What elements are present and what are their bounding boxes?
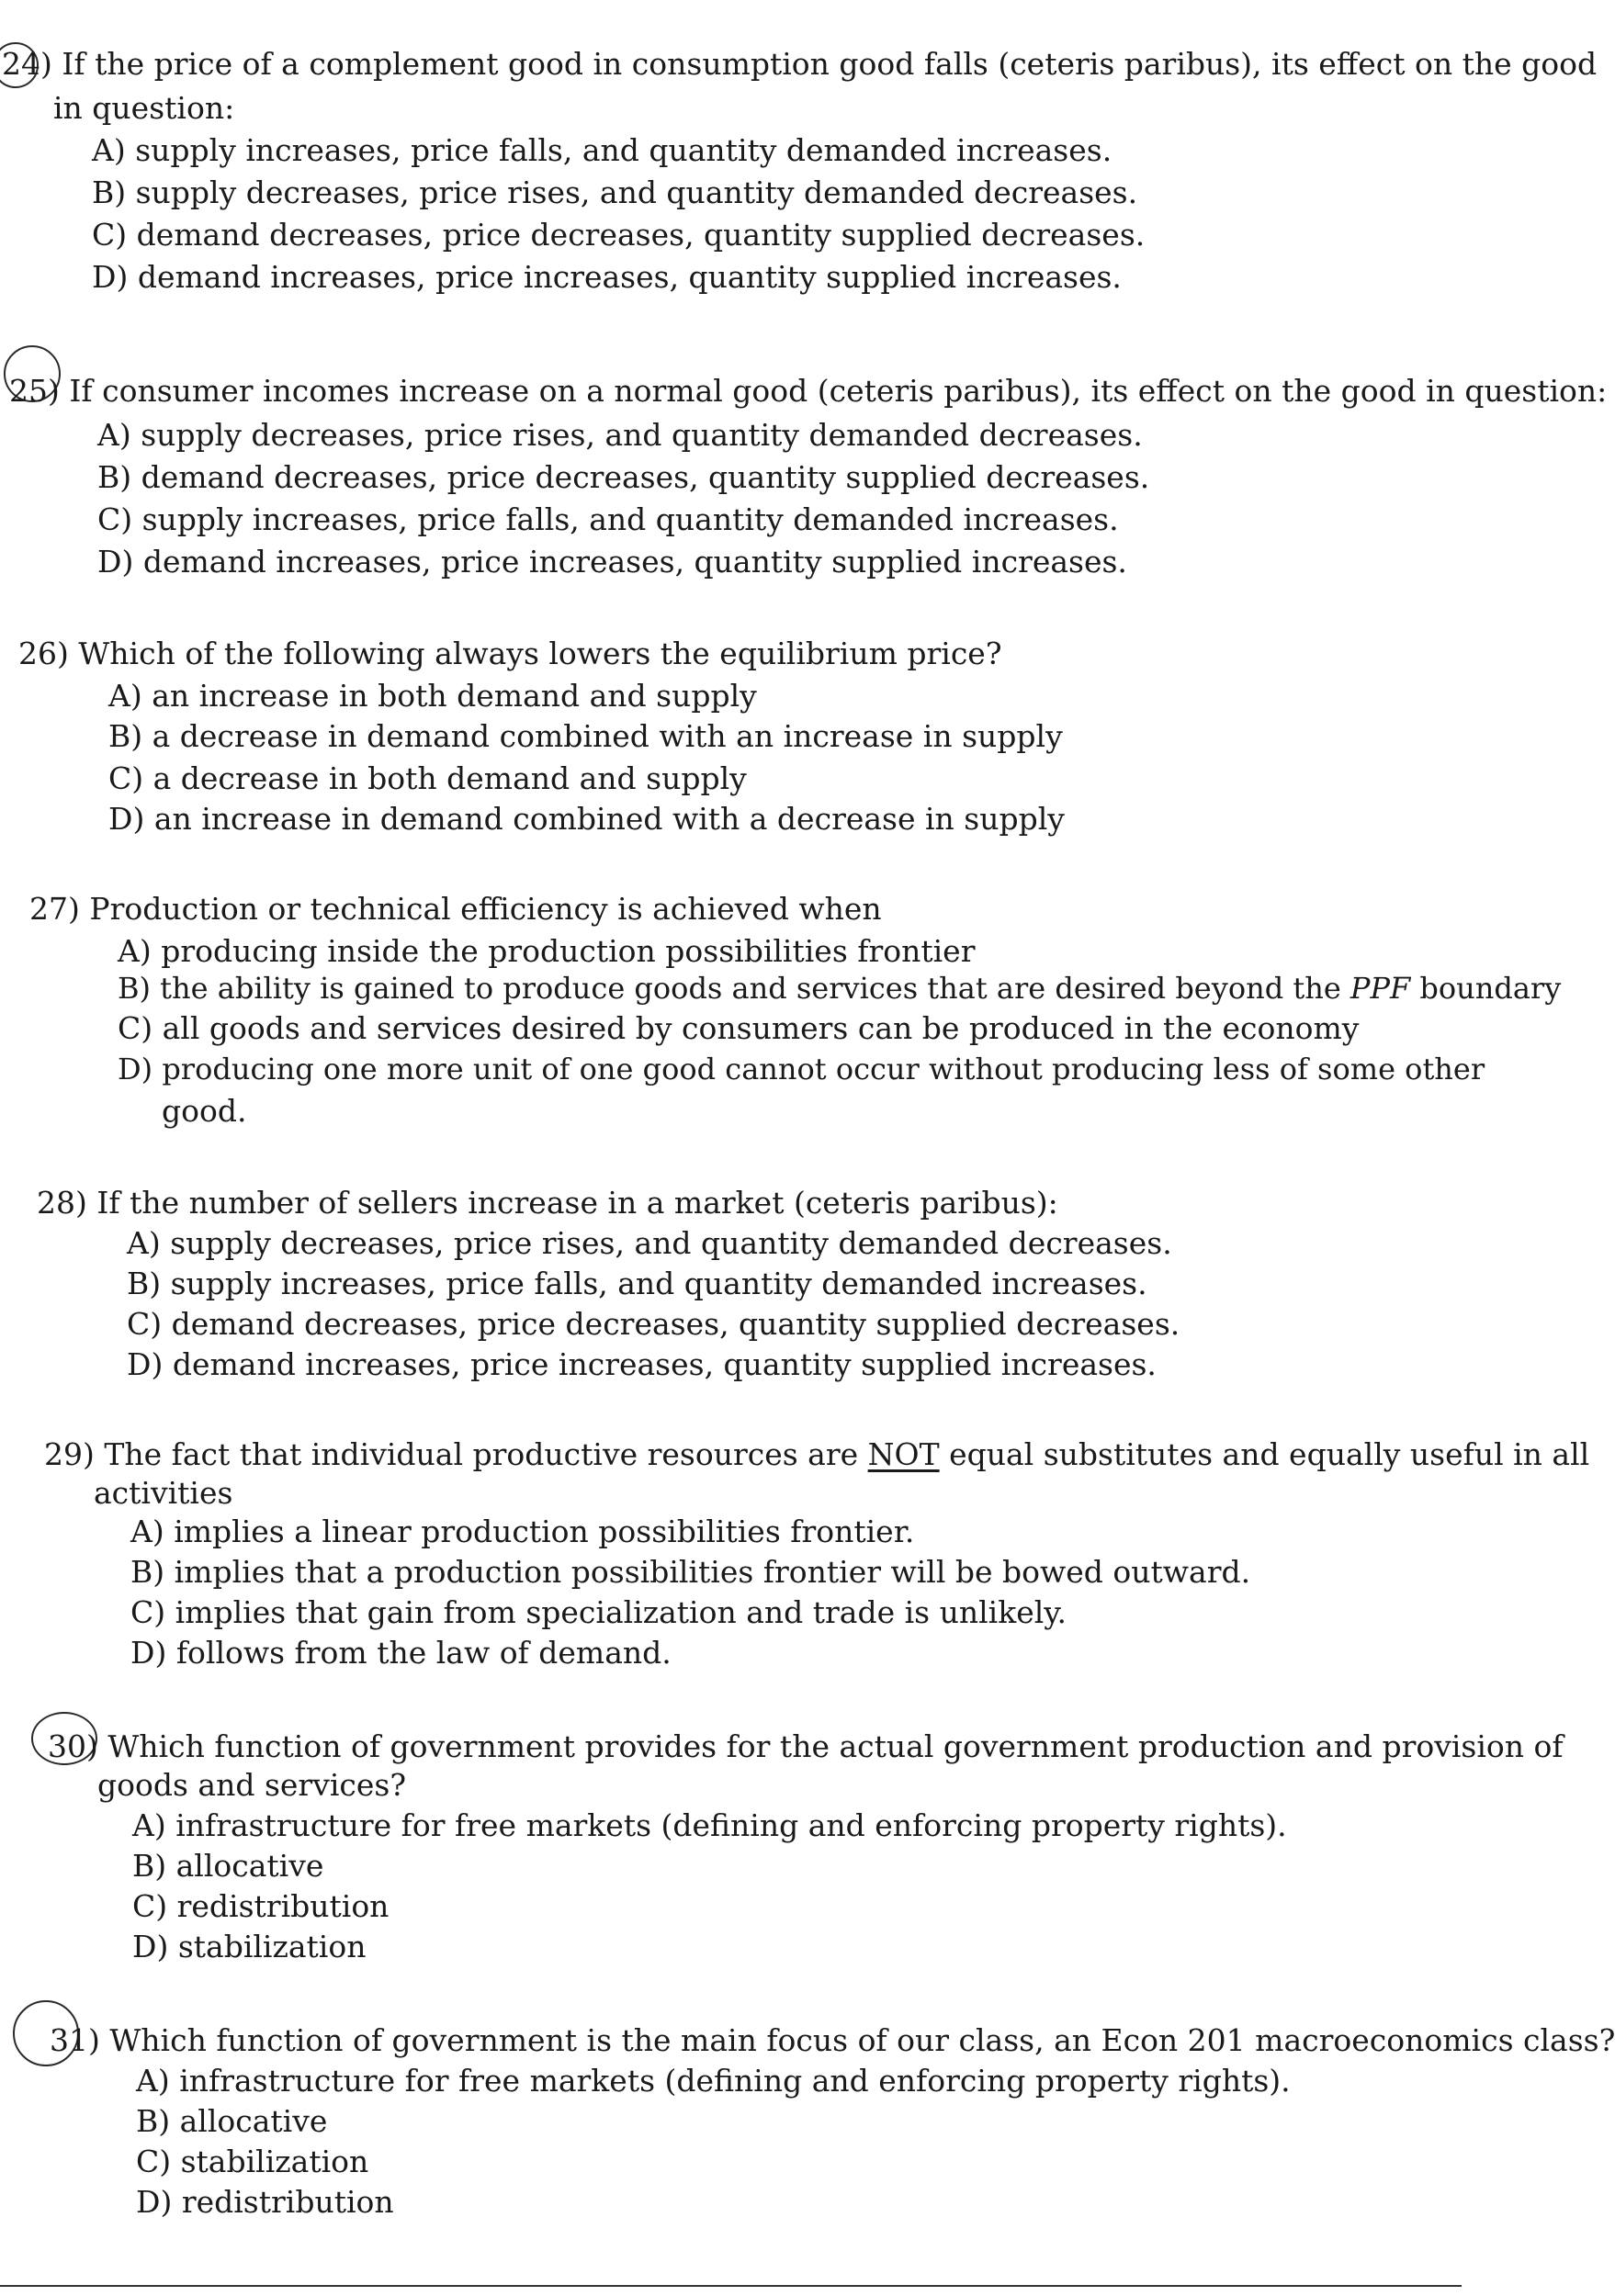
option-d: D) producing one more unit of one good cannot occur without producing less of some other <box>118 1052 1485 1086</box>
option-b: B) a decrease in demand combined with an increase in supply <box>108 718 1063 754</box>
option-b <box>118 968 1561 1008</box>
option-a: A) supply decreases, price rises, and quantity demanded decreases. <box>97 417 1143 453</box>
option-b: B) allocative <box>136 2103 328 2139</box>
question-number: 29) <box>44 1436 95 1472</box>
option-b: B) supply decreases, price rises, and quantity demanded decreases. <box>92 174 1138 210</box>
question-number: 27) <box>29 891 80 927</box>
question-text: Production or technical efficiency is achieved when <box>89 891 882 927</box>
question-stem-line2: activities <box>94 1475 233 1511</box>
option-c: C) redistribution <box>132 1888 390 1924</box>
option-a: A) supply decreases, price rises, and quantity demanded decreases. <box>127 1225 1172 1261</box>
option-a: A) implies a linear production possibilities frontier. <box>130 1514 915 1549</box>
question-number: 28) <box>37 1185 87 1221</box>
option-b-text: B) the ability is gained to produce goods and services that are desired beyond the <box>118 971 1341 1006</box>
question-text: The fact that individual productive resources are <box>104 1436 868 1472</box>
question-text: If consumer incomes increase on a normal good (ceteris paribus), its effect on the good in question: <box>69 373 1608 409</box>
option-a: A) infrastructure for free markets (defining and enforcing property rights). <box>136 2063 1291 2099</box>
option-b: B) supply increases, price falls, and quantity demanded increases. <box>127 1266 1147 1301</box>
option-b: B) demand decreases, price decreases, quantity supplied decreases. <box>97 459 1150 495</box>
option-d: D) demand increases, price increases, quantity supplied increases. <box>92 259 1122 295</box>
question-stem <box>9 371 1607 411</box>
question-stem <box>2 44 1597 84</box>
question-stem <box>48 1727 1564 1766</box>
option-c: C) a decrease in both demand and supply <box>108 760 747 796</box>
option-c: C) supply increases, price falls, and quantity demanded increases. <box>97 501 1119 537</box>
question-stem <box>18 634 1002 673</box>
option-a: A) infrastructure for free markets (defining and enforcing property rights). <box>132 1807 1287 1843</box>
question-number: 30) <box>48 1728 98 1764</box>
question-stem <box>29 889 882 929</box>
option-a: A) supply increases, price falls, and quantity demanded increases. <box>92 132 1112 168</box>
question-number: 31) <box>50 2022 100 2058</box>
question-text: Which of the following always lowers the equilibrium price? <box>78 636 1002 671</box>
ppf-term: PPF <box>1350 971 1411 1006</box>
option-c: C) all goods and services desired by consumers can be produced in the economy <box>118 1010 1360 1046</box>
question-stem-line2: in question: <box>53 90 235 126</box>
question-number: 26) <box>18 636 69 671</box>
option-d: D) redistribution <box>136 2184 394 2220</box>
option-d: D) demand increases, price increases, quantity supplied increases. <box>97 544 1127 580</box>
question-text-tail: equal substitutes and equally useful in all <box>939 1436 1590 1472</box>
page-bottom-rule <box>0 2285 1462 2287</box>
option-d: D) stabilization <box>132 1929 367 1964</box>
question-stem <box>44 1435 1589 1474</box>
question-number: 24) <box>2 46 52 82</box>
question-number: 25) <box>9 373 60 409</box>
emphasis-not: NOT <box>867 1436 940 1472</box>
question-stem <box>37 1183 1058 1222</box>
option-c: C) demand decreases, price decreases, quantity supplied decreases. <box>127 1306 1180 1342</box>
question-text: If the number of sellers increase in a market (ceteris paribus): <box>96 1185 1058 1221</box>
option-a: A) producing inside the production possibilities frontier <box>118 933 976 969</box>
question-text: If the price of a complement good in consumption good falls (ceteris paribus), its effect on the good <box>62 46 1598 82</box>
option-d: D) an increase in demand combined with a decrease in supply <box>108 801 1065 837</box>
option-d: D) follows from the law of demand. <box>130 1635 672 1671</box>
question-text: Which function of government is the main focus of our class, an Econ 201 macroeconomics class? <box>109 2022 1615 2058</box>
option-d: D) demand increases, price increases, quantity supplied increases. <box>127 1346 1157 1382</box>
option-a: A) an increase in both demand and supply <box>108 678 757 714</box>
option-b: B) implies that a production possibilities frontier will be bowed outward. <box>130 1554 1251 1590</box>
option-d-line2: good. <box>162 1093 247 1129</box>
option-b: B) allocative <box>132 1848 324 1884</box>
question-stem <box>50 2020 1615 2060</box>
question-text: Which function of government provides for the actual government production and provision of <box>107 1728 1564 1764</box>
option-c: C) demand decreases, price decreases, quantity supplied decreases. <box>92 217 1146 253</box>
option-b-tail: boundary <box>1410 971 1562 1006</box>
question-stem-line2: goods and services? <box>97 1767 407 1803</box>
option-c: C) implies that gain from specialization and trade is unlikely. <box>130 1594 1067 1630</box>
option-c: C) stabilization <box>136 2144 369 2179</box>
